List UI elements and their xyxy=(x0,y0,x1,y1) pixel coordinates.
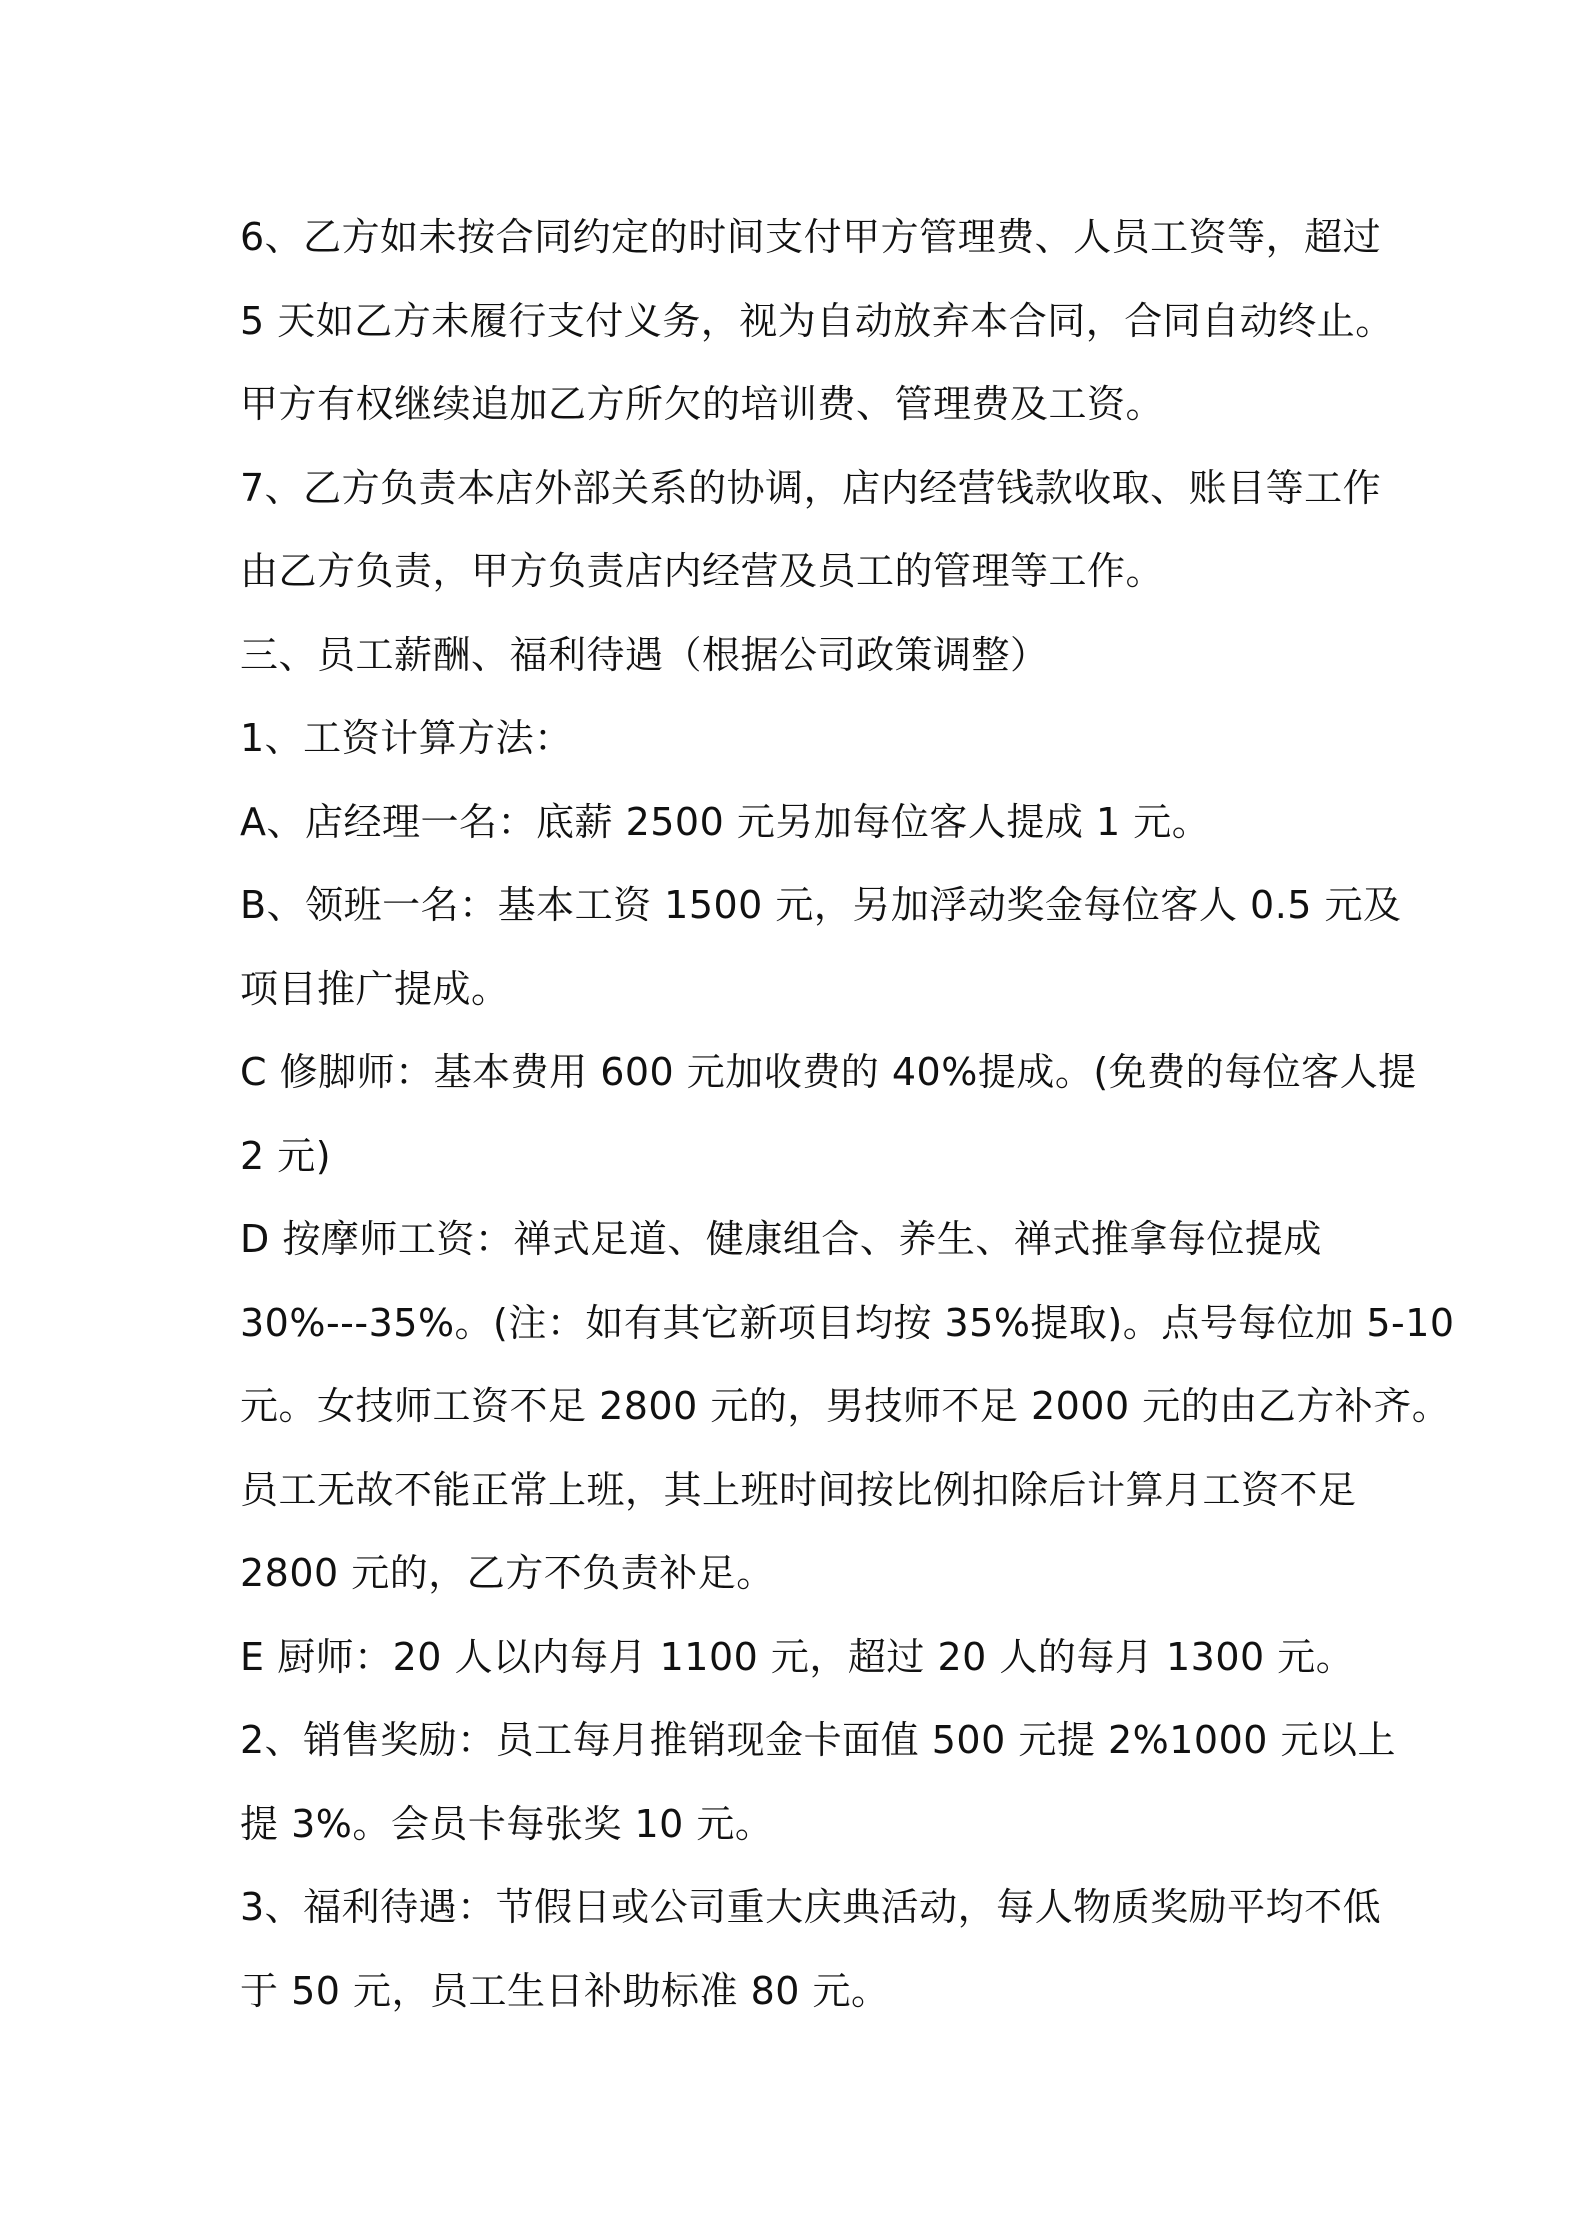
text-line: 5 天如乙方未履行支付义务，视为自动放弃本合同，合同自动终止。 xyxy=(240,298,1394,343)
text-line: 2 元) xyxy=(240,1133,332,1178)
text-line: 3、福利待遇：节假日或公司重大庆典活动，每人物质奖励平均不低 xyxy=(240,1885,1382,1929)
text-line: 员工无故不能正常上班，其上班时间按比例扣除后计算月工资不足 xyxy=(240,1467,1357,1512)
text-line: 由乙方负责，甲方负责店内经营及员工的管理等工作。 xyxy=(240,549,1165,593)
section-heading: 三、员工薪酬、福利待遇（根据公司政策调整） xyxy=(240,632,1049,677)
text-line: A、店经理一名：底薪 2500 元另加每位客人提成 1 元。 xyxy=(240,799,1211,844)
text-line: 于 50 元，员工生日补助标准 80 元。 xyxy=(240,1968,890,2013)
text-line: 2800 元的，乙方不负责补足。 xyxy=(240,1551,775,1595)
text-line: 6、乙方如未按合同约定的时间支付甲方管理费、人员工资等，超过 xyxy=(240,215,1382,259)
text-line: D 按摩师工资：禅式足道、健康组合、养生、禅式推拿每位提成 xyxy=(240,1217,1322,1261)
text-line: 项目推广提成。 xyxy=(240,966,510,1011)
text-line: 2、销售奖励：员工每月推销现金卡面值 500 元提 2%1000 元以上 xyxy=(240,1718,1397,1762)
text-line: 元。女技师工资不足 2800 元的，男技师不足 2000 元的由乙方补齐。 xyxy=(240,1384,1451,1428)
text-line: 1、工资计算方法： xyxy=(240,716,573,760)
text-line: B、领班一名：基本工资 1500 元，另加浮动奖金每位客人 0.5 元及 xyxy=(240,883,1402,927)
text-line: 30%---35%。(注：如有其它新项目均按 35%提取)。点号每位加 5-10 xyxy=(240,1300,1455,1345)
text-line: C 修脚师：基本费用 600 元加收费的 40%提成。(免费的每位客人提 xyxy=(240,1050,1417,1094)
text-line: E 厨师：20 人以内每月 1100 元，超过 20 人的每月 1300 元。 xyxy=(240,1634,1355,1679)
document-body xyxy=(240,196,1455,2033)
text-line: 提 3%。会员卡每张奖 10 元。 xyxy=(240,1801,774,1846)
text-line: 7、乙方负责本店外部关系的协调，店内经营钱款收取、账目等工作 xyxy=(240,465,1382,510)
text-line: 甲方有权继续追加乙方所欠的培训费、管理费及工资。 xyxy=(240,382,1165,426)
